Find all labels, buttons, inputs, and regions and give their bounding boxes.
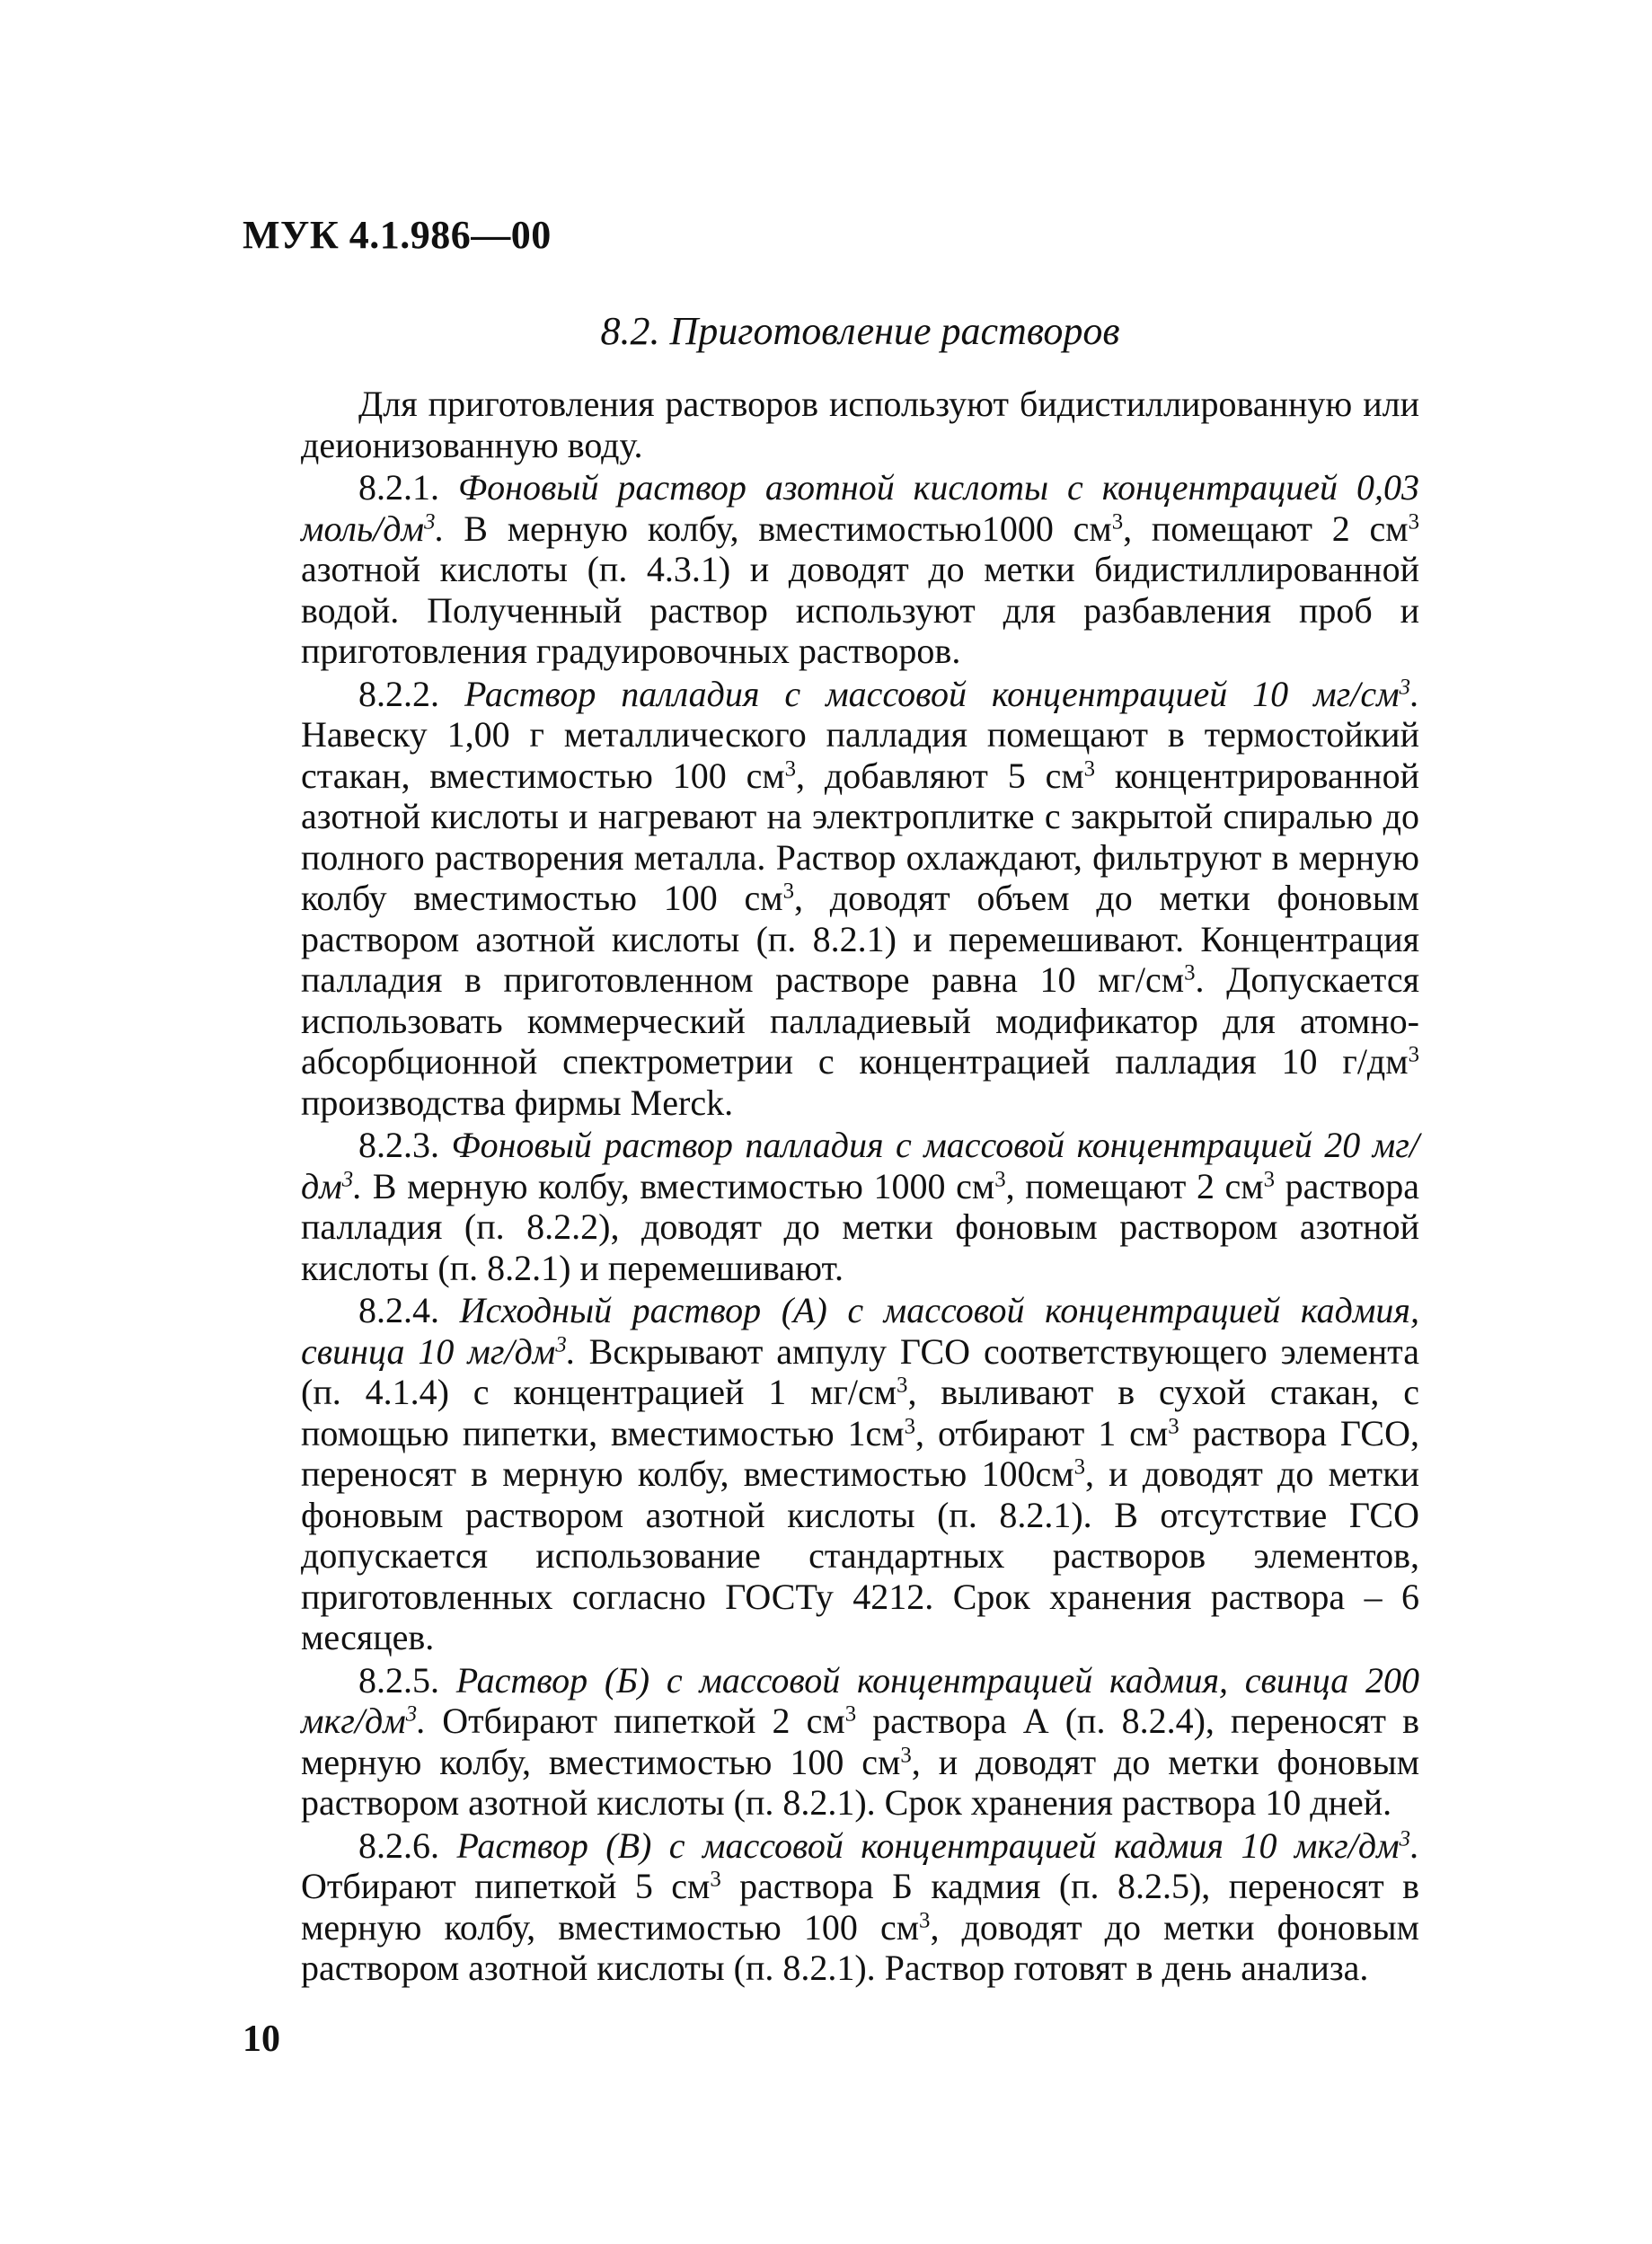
paragraph-8-2-5 [301, 1660, 1419, 1824]
paragraph-title: Фоновый раствор азотной кислоты с концентрацией 0,03 моль/$дм^3$. [301, 467, 1420, 549]
superscript-three: 3 [1408, 1042, 1419, 1067]
paragraph-text: В мерную колбу, вместимостью1000 $см^3$, помещают 2 $см^3$ азотной кислоты (п. 4.3.1) и доводят до метки бидистиллированной водой. Полученный раствор используют для разбавления проб и приготовления градуировочных растворов. [301, 508, 1419, 671]
paragraph-text: Отбирают пипеткой 2 $см^3$ раствора А (п. 8.2.4), переносят в мерную колбу, вместимостью 100 $см^3$, и доводят до метки фоновым раствором азотной кислоты (п. 8.2.1). Срок хранения раствора 10 дней. [301, 1701, 1420, 1823]
paragraph-8-2-4 [301, 1290, 1419, 1658]
superscript-three: 3 [1408, 508, 1419, 534]
superscript-three: 3 [1399, 1825, 1410, 1851]
paragraph-8-2-3 [301, 1125, 1419, 1288]
superscript-three: 3 [1083, 755, 1096, 781]
paragraph-title: Раствор палладия с массовой концентрацией 10 $мг/см^3$. [464, 673, 1420, 714]
paragraph-number: 8.2.1. [358, 467, 439, 508]
superscript-three: 3 [710, 1867, 721, 1892]
superscript-three: 3 [844, 1701, 857, 1727]
superscript-three: 3 [555, 1331, 567, 1356]
superscript-three: 3 [900, 1742, 912, 1767]
paragraph-text: В мерную колбу, вместимостью 1000 $см^3$, помещают 2 $см^3$ раствора палладия (п. 8.2.2), доводят до метки фоновым раствором азотной кислоты (п. 8.2.1) и перемешивают. [301, 1165, 1420, 1288]
paragraph-title: Фоновый раствор палладия с массовой концентрацией 20 $мг/дм^3$. [301, 1125, 1420, 1206]
superscript-three: 3 [1111, 508, 1124, 534]
paragraph-number: 8.2.3. [358, 1125, 439, 1165]
paragraph-number: 8.2.2. [358, 673, 439, 714]
paragraph-number: 8.2.5. [358, 1659, 439, 1701]
paragraph-number: 8.2.4. [358, 1290, 439, 1330]
superscript-three: 3 [341, 1166, 354, 1191]
superscript-three: 3 [784, 755, 797, 781]
superscript-three: 3 [405, 1701, 418, 1727]
superscript-three: 3 [1263, 1166, 1276, 1191]
superscript-three: 3 [1073, 1454, 1085, 1480]
document-code-header: МУК 4.1.986—00 [243, 213, 552, 257]
paragraph-8-2-2 [301, 674, 1419, 1124]
paragraph-title: Исходный раствор (А) с массовой концентрацией кадмия, свинца 10 $мг/дм^3$. [301, 1290, 1420, 1372]
superscript-three: 3 [424, 508, 436, 534]
paragraph-title: Раствор (В) с массовой концентрацией кадмия 10 мкг/$дм^3$. [456, 1824, 1419, 1866]
paragraph-text: Отбирают пипеткой 5 $см^3$ раствора Б кадмия (п. 8.2.5), переносят в мерную колбу, вместимостью 100 $см^3$, доводят до метки фоновым раствором азотной кислоты (п. 8.2.1). Раствор готовят в день анализа. [301, 1866, 1419, 1988]
superscript-three: 3 [1184, 960, 1196, 985]
superscript-three: 3 [994, 1166, 1006, 1191]
superscript-three: 3 [919, 1907, 931, 1932]
section-title: 8.2. Приготовление растворов [600, 309, 1120, 353]
superscript-three: 3 [1168, 1413, 1179, 1438]
paragraph-8-2-6 [301, 1825, 1419, 1989]
paragraph-intro [301, 384, 1419, 465]
paragraph-text: Вскрывают ампулу ГСО соответствующего элемента (п. 4.1.4) с концентрацией 1 $мг/см^3$, выливают в сухой стакан, с помощью пипетки, вместимостью $1см^3$, отбирают 1 $см^3$ раствора ГСО, переносят в мерную колбу, вместимостью $100см^3$, и доводят до метки фоновым раствором азотной кислоты (п. 8.2.1). В отсутствие ГСО допускается использование стандартных растворов элементов, приготовленных согласно ГОСТу 4212. Срок хранения раствора – 6 месяцев. [301, 1330, 1420, 1657]
superscript-three: 3 [782, 879, 794, 904]
page-number: 10 [243, 2019, 280, 2060]
superscript-three: 3 [904, 1413, 916, 1438]
paragraph-number: 8.2.6. [358, 1824, 439, 1866]
paragraph-title: Раствор (Б) с массовой концентрацией кадмия, свинца 200 мкг/$дм^3$. [301, 1659, 1419, 1741]
paragraph-8-2-1 [301, 467, 1419, 672]
paragraph-text: Для приготовления растворов используют бидистиллированную или деионизованную воду. [301, 384, 1419, 465]
superscript-three: 3 [1399, 674, 1411, 699]
superscript-three: 3 [897, 1373, 908, 1398]
page-body [301, 310, 1419, 1991]
paragraph-text: Навеску 1,00 г металлического палладия помещают в термостойкий стакан, вместимостью 100 $см^3$, добавляют 5 $см^3$ концентрированной азотной кислоты и нагревают на электроплитке с закрытой спиралью до полного растворения металла. Раствор охлаждают, фильтруют в мерную колбу вместимостью 100 $см^3$, доводят объем до метки фоновым раствором азотной кислоты (п. 8.2.1) и перемешивают. Концентрация палладия в приготовленном растворе равна 10 $мг/см^3$. Допускается использовать коммерческий палладиевый модификатор для атомно-абсорбционной спектрометрии с концентрацией палладия 10 $г/дм^3$ производства фирмы Merck. [301, 714, 1420, 1123]
